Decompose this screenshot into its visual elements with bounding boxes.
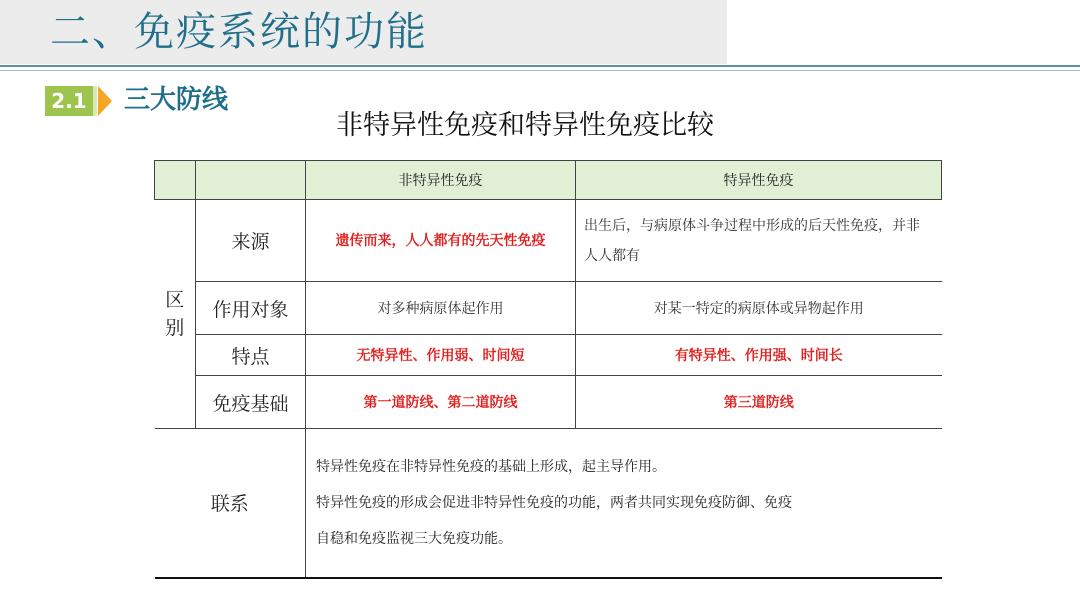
table-row: [155, 376, 942, 429]
table-row: [155, 200, 942, 282]
nonspecific-value: 对多种病原体起作用: [306, 282, 576, 335]
specific-value: 第三道防线: [576, 376, 942, 429]
table-header-row: [155, 161, 942, 200]
nonspecific-value: 第一道防线、第二道防线: [306, 376, 576, 429]
table-row: [155, 282, 942, 335]
link-line: 自稳和免疫监视三大免疫功能。: [316, 530, 512, 547]
link-description: [306, 429, 942, 578]
header-cell: [155, 161, 196, 200]
section-number-badge: 2.1: [45, 86, 93, 116]
specific-value: 对某一特定的病原体或异物起作用: [576, 282, 942, 335]
table-title: 非特异性免疫和特异性免疫比较: [336, 110, 714, 141]
table-row-link: [155, 429, 942, 578]
comparison-table: [154, 160, 942, 579]
header-cell: [196, 161, 306, 200]
page-title: 二、免疫系统的功能: [50, 9, 428, 55]
header-divider-thin: [0, 70, 1080, 71]
row-label: 免疫基础: [196, 376, 306, 429]
header-cell-nonspecific: 非特异性免疫: [306, 161, 576, 200]
section-title: 三大防线: [124, 85, 229, 115]
specific-value: 出生后，与病原体斗争过程中形成的后天性免疫，并非人人都有: [576, 200, 942, 282]
nonspecific-value: 无特异性、作用弱、时间短: [306, 335, 576, 376]
link-line: 特异性免疫的形成会促进非特异性免疫的功能，两者共同实现免疫防御、免疫: [316, 494, 792, 511]
link-line: 特异性免疫在非特异性免疫的基础上形成，起主导作用。: [316, 458, 666, 475]
group-label: 区别: [165, 289, 185, 339]
row-label: 联系: [155, 429, 306, 578]
table-row: [155, 335, 942, 376]
header-divider: [0, 65, 1080, 67]
row-label: 来源: [196, 200, 306, 282]
specific-value: 有特异性、作用强、时间长: [576, 335, 942, 376]
row-label: 特点: [196, 335, 306, 376]
row-label: 作用对象: [196, 282, 306, 335]
nonspecific-value: 遗传而来，人人都有的先天性免疫: [306, 200, 576, 282]
header-cell-specific: 特异性免疫: [576, 161, 942, 200]
group-label-cell: [155, 200, 196, 429]
